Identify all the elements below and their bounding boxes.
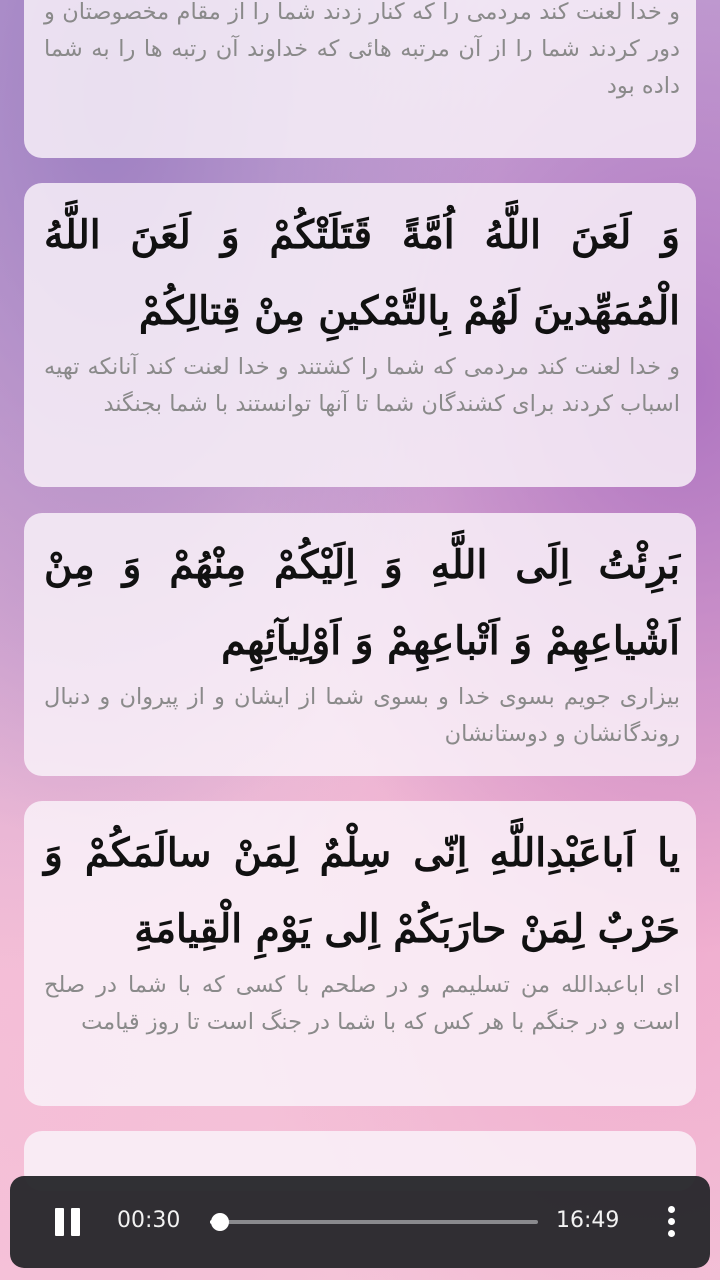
persian-translation: بیزاری جویم بسوی خدا و بسوی شما از ایشان و از پیروان و دنبال روندگانشان و دوستانشان: [44, 684, 680, 747]
dua-verse-card: [24, 183, 696, 487]
arabic-verse: وَ لَعَنَ اللَّهُ اُمَّةً قَتَلَتْكُمْ وَ لَعَنَ اللَّهُ الْمُمَهِّدينَ لَهُمْ بِالتَّمْكينِ مِنْ قِتالِكُمْ: [44, 212, 680, 334]
current-time: 00:30: [117, 1208, 181, 1233]
more-vert-icon: [668, 1230, 675, 1237]
pause-icon: [71, 1208, 80, 1236]
persian-translation: و خدا لعنت کند مردمی که شما را کشتند و خدا لعنت کند آنانکه تهیه اسباب کردند برای کشندگان شما تا آنها توانستند با شما بجنگند: [44, 354, 680, 417]
more-vert-icon: [668, 1206, 675, 1213]
arabic-verse: يا اَباعَبْدِاللَّهِ اِنّى سِلْمٌ لِمَنْ سالَمَكُمْ وَ حَرْبٌ لِمَنْ حارَبَكُمْ اِلى يَوْمِ الْقِيامَةِ: [44, 830, 680, 952]
seek-thumb[interactable]: [211, 1213, 229, 1231]
dua-verse-card: [24, 0, 696, 158]
more-vert-icon: [668, 1218, 675, 1225]
persian-translation: و خدا لعنت کند مردمی را که کنار زدند شما را از مقام مخصوصتان و دور کردند شما را از آن مرتبه هائی که خداوند آن رتبه ها را به شما داده بود: [44, 0, 680, 99]
dua-verse-card: [24, 513, 696, 776]
pause-icon: [55, 1208, 64, 1236]
more-options-button[interactable]: [660, 1204, 682, 1240]
seek-bar[interactable]: [210, 1220, 538, 1224]
arabic-verse: بَرِئْتُ اِلَى اللَّهِ وَ اِلَيْكُمْ مِنْهُمْ وَ مِنْ اَشْياعِهِمْ وَ اَتْباعِهِمْ وَ اَوْلِيآئِهِم: [44, 542, 680, 664]
audio-player-bar: [10, 1176, 710, 1268]
pause-button[interactable]: [50, 1206, 84, 1240]
persian-translation: ای اباعبدالله من تسلیمم و در صلحم با کسی که با شما در صلح است و در جنگم با هر کس که با شما در جنگ است تا روز قیامت: [44, 972, 680, 1035]
total-time: 16:49: [556, 1208, 620, 1233]
dua-verse-card: [24, 801, 696, 1106]
